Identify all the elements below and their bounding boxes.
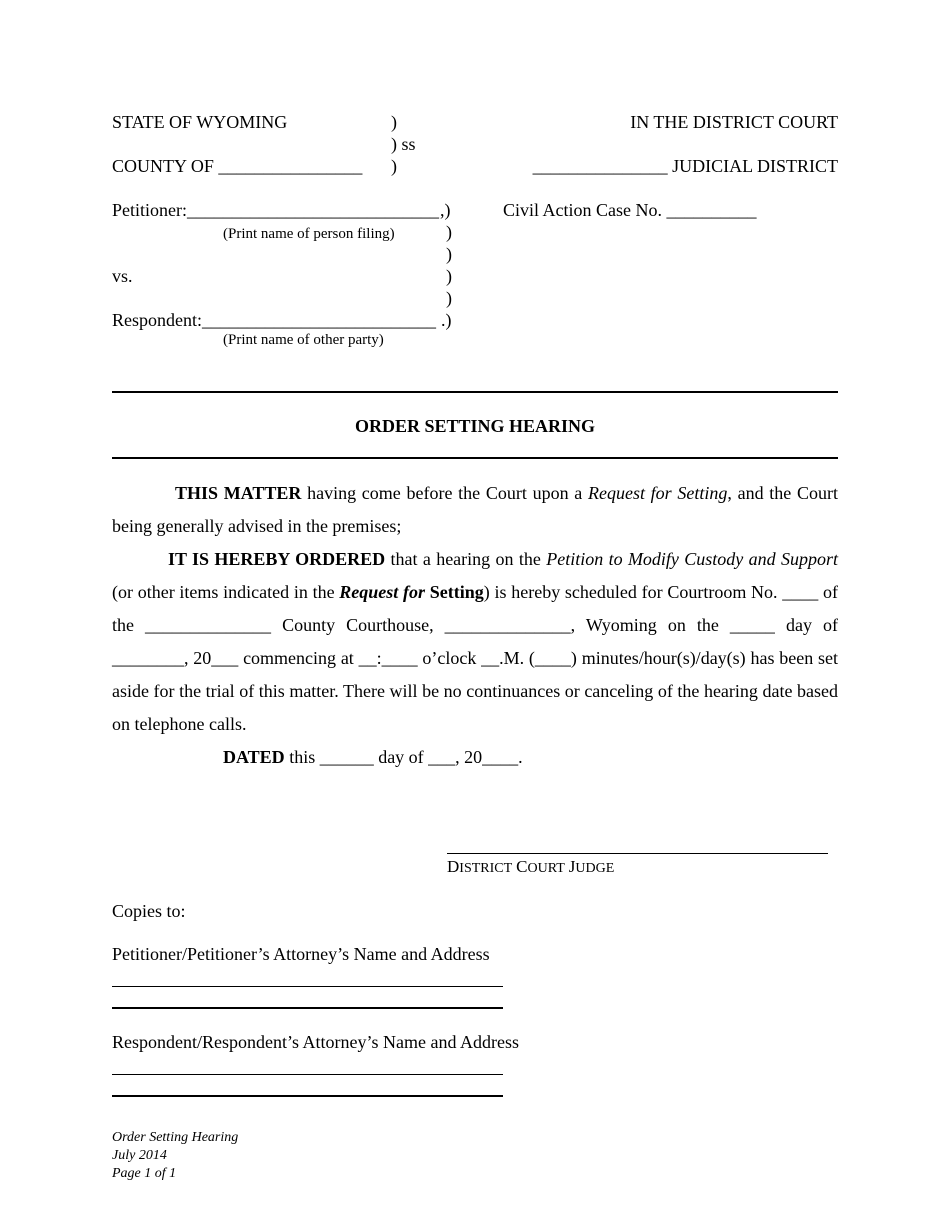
copies-label: Copies to:: [112, 901, 186, 921]
petitioner-note: (Print name of person filing): [223, 226, 395, 242]
petitioner-address-line: [112, 1007, 503, 1009]
petitioner-field: Petitioner:____________________________: [112, 200, 439, 220]
case-number: Civil Action Case No. __________: [503, 200, 757, 220]
district-label: _______________ JUDICIAL DISTRICT: [532, 156, 838, 176]
paragraph-this-matter: THIS MATTER having come before the Court upon a Request for Setting, and the Court being generally advised in the premises;: [112, 483, 838, 536]
judge-label: DISTRICT COURT JUDGE: [447, 857, 615, 876]
dated-line: DATED this ______ day of ___, 20____.: [223, 747, 523, 767]
title-rule-top: [112, 391, 838, 393]
footer: [112, 1129, 238, 1183]
request-for-setting-italic: Request for Setting: [587, 483, 728, 503]
ordered-bold: IT IS HEREBY ORDERED: [168, 549, 386, 569]
caption-paren-ss: ) ss: [391, 134, 416, 154]
caption-paren-comma: ,): [440, 200, 451, 220]
respondent-field: Respondent:__________________________: [112, 310, 436, 330]
paragraph-ordered: IT IS HEREBY ORDERED that a hearing on the Petition to Modify Custody and Support (or other items indicated in the Request for Setting) is hereby scheduled for Courtroom No. ____ of the ______________ County Courthouse, ______________, Wyoming on the _____ day of ________, 20___ commencing at __:____ o’clock __.M. (____) minutes/hour(s)/day(s) has been set aside for the trial of this matter. There will be no continuances or canceling of the hearing date based on telephone calls.: [112, 549, 839, 734]
caption-paren: ): [446, 266, 452, 286]
title-rule-bottom: [112, 457, 838, 459]
state-label: STATE OF WYOMING: [112, 112, 288, 132]
court-label: IN THE DISTRICT COURT: [630, 112, 838, 132]
footer-title: Order Setting Hearing: [112, 1130, 239, 1145]
respondent-address-line: [112, 1095, 503, 1097]
caption-paren: ): [391, 112, 397, 132]
this-matter-bold: THIS MATTER: [175, 483, 302, 503]
petitioner-address-line: [112, 986, 503, 987]
vs-label: vs.: [112, 266, 133, 286]
caption-paren: ): [446, 244, 452, 264]
copies-petitioner: Petitioner/Petitioner’s Attorney’s Name and Address: [112, 944, 490, 964]
copies-respondent: Respondent/Respondent’s Attorney’s Name and Address: [112, 1032, 519, 1052]
county-label: COUNTY OF ________________: [112, 156, 363, 176]
signature-line: [447, 853, 828, 854]
document-title: ORDER SETTING HEARING: [354, 416, 596, 436]
caption-paren: ): [446, 288, 452, 308]
caption-paren-dot: .): [441, 310, 452, 330]
footer-date: July 2014: [112, 1148, 167, 1163]
caption-paren: ): [446, 222, 452, 242]
respondent-note: (Print name of other party): [223, 332, 384, 348]
petition-italic: Petition to Modify Custody and Support: [546, 549, 839, 569]
caption-paren: ): [391, 156, 397, 176]
respondent-address-line: [112, 1074, 503, 1075]
footer-page: Page 1 of 1: [112, 1166, 177, 1181]
dated-bold: DATED: [223, 747, 285, 767]
